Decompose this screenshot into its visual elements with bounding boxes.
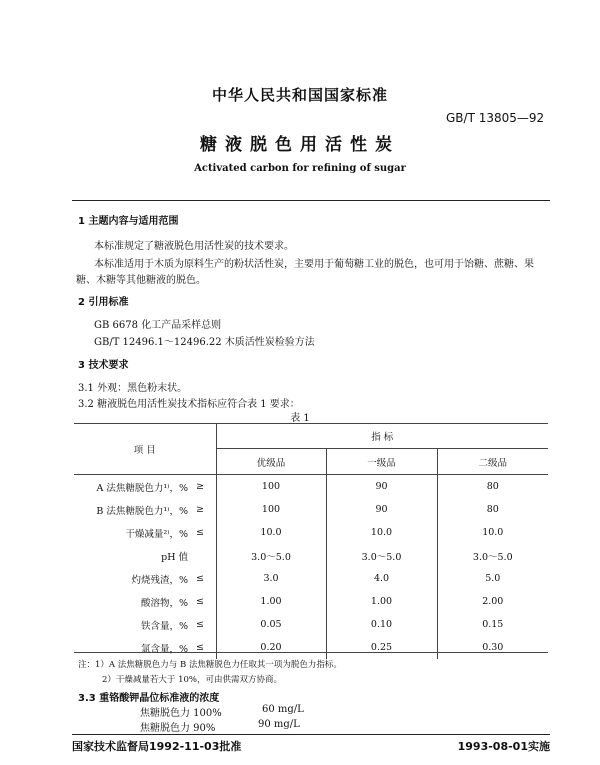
concentration-value-1: 60 mg/L: [262, 704, 304, 715]
value-second: 2.00: [437, 590, 548, 613]
row-symbol: [194, 544, 216, 567]
value-first: 10.0: [326, 521, 437, 544]
row-label: A 法焦糖脱色力¹⁾，%: [96, 482, 188, 494]
value-second: 5.0: [437, 567, 548, 590]
value-first: 90: [326, 498, 437, 521]
value-first: 1.00: [326, 590, 437, 613]
section-1-paragraph-1: 本标准规定了糖液脱色用活性炭的技术要求。: [94, 241, 294, 252]
value-first: 90: [326, 475, 437, 499]
value-premium: 1.00: [216, 590, 326, 613]
table-row: [74, 590, 548, 613]
table-note-2: 2）干燥减量若大于 10%，可由供需双方协商。: [102, 675, 283, 685]
value-premium: 100: [216, 498, 326, 521]
row-symbol: ≥: [196, 504, 204, 515]
value-premium: 10.0: [216, 521, 326, 544]
standard-title: 中华人民共和国国家标准: [211, 86, 388, 104]
table-caption: 表 1: [290, 413, 310, 424]
value-premium: 0.20: [216, 636, 326, 659]
row-symbol: ≤: [196, 573, 204, 584]
table-row: [74, 544, 548, 567]
concentration-value-2: 90 mg/L: [258, 719, 300, 730]
grade-second: 二级品: [437, 449, 548, 475]
row-label: 灼烧残渣，%: [131, 574, 188, 586]
value-second: 0.30: [437, 636, 548, 659]
concentration-label-1: 焦糖脱色力 100%: [140, 708, 222, 719]
document-title: 糖液脱色用活性炭: [200, 135, 400, 155]
document-subtitle-en: Activated carbon for refining of sugar: [194, 163, 406, 174]
table-row: [74, 567, 548, 590]
spec-table: [74, 424, 548, 659]
value-second: 80: [437, 498, 548, 521]
value-premium: 3.0～5.0: [216, 544, 326, 567]
table-row: [74, 521, 548, 544]
value-second: 80: [437, 475, 548, 499]
value-first: 0.10: [326, 613, 437, 636]
grade-premium: 优级品: [216, 449, 326, 475]
row-symbol: ≥: [196, 481, 204, 492]
reference-1: GB 6678 化工产品采样总则: [94, 320, 222, 331]
value-first: 4.0: [326, 567, 437, 590]
value-premium: 100: [216, 475, 326, 499]
value-premium: 0.05: [216, 613, 326, 636]
table-bottom-rule: [74, 652, 548, 653]
row-symbol: ≤: [196, 596, 204, 607]
section-1-heading: 1 主题内容与适用范围: [78, 216, 179, 227]
section-2-heading: 2 引用标准: [78, 297, 129, 308]
grade-first: 一级品: [326, 449, 437, 475]
reference-2: GB/T 12496.1～12496.22 木质活性炭检验方法: [94, 337, 315, 348]
effective-date: 1993-08-01实施: [457, 740, 550, 753]
table-row: [74, 475, 548, 499]
table-row: [74, 636, 548, 659]
row-label: 铁含量，%: [140, 620, 188, 632]
table-row: [74, 613, 548, 636]
section-3-1: 3.1 外观：黑色粉末状。: [78, 383, 188, 394]
value-first: 0.25: [326, 636, 437, 659]
section-3-heading: 3 技术要求: [78, 360, 129, 371]
value-premium: 3.0: [216, 567, 326, 590]
approval-date: 国家技术监督局1992-11-03批准: [72, 740, 242, 753]
concentration-label-2: 焦糖脱色力 90%: [140, 723, 216, 734]
table-row: [74, 498, 548, 521]
row-symbol: ≤: [196, 619, 204, 630]
value-second: 10.0: [437, 521, 548, 544]
row-symbol: ≤: [196, 642, 204, 653]
section-1-paragraph-2-line-2: 糖、木糖等其他糖液的脱色。: [76, 275, 206, 286]
value-second: 3.0～5.0: [437, 544, 548, 567]
section-3-3-heading: 3.3 重铬酸钾晶位标准液的浓度: [78, 693, 220, 704]
section-3-2: 3.2 糖液脱色用活性炭技术指标应符合表 1 要求：: [78, 399, 300, 410]
header-divider: [72, 200, 550, 201]
row-label: B 法焦糖脱色力¹⁾，%: [96, 505, 188, 517]
row-label: 酸溶物，%: [140, 597, 188, 609]
standard-code: GB/T 13805—92: [446, 111, 545, 125]
value-second: 0.15: [437, 613, 548, 636]
row-label: pH 值: [161, 551, 188, 563]
section-1-paragraph-2-line-1: 本标准适用于木质为原料生产的粉状活性炭，主要用于葡萄糖工业的脱色，也可用于饴糖、蔗糖、果: [94, 259, 534, 270]
footer-divider: [72, 734, 550, 735]
row-label: 氯含量，%: [140, 643, 188, 655]
table-note-1: 注：1）A 法焦糖脱色力与 B 法焦糖脱色力任取其一项为脱色力指标。: [78, 660, 342, 670]
row-label: 干燥减量²⁾，%: [125, 528, 188, 540]
value-first: 3.0～5.0: [326, 544, 437, 567]
row-symbol: ≤: [196, 527, 204, 538]
header-index: 指 标: [216, 424, 548, 449]
header-item: 项 目: [74, 424, 216, 475]
